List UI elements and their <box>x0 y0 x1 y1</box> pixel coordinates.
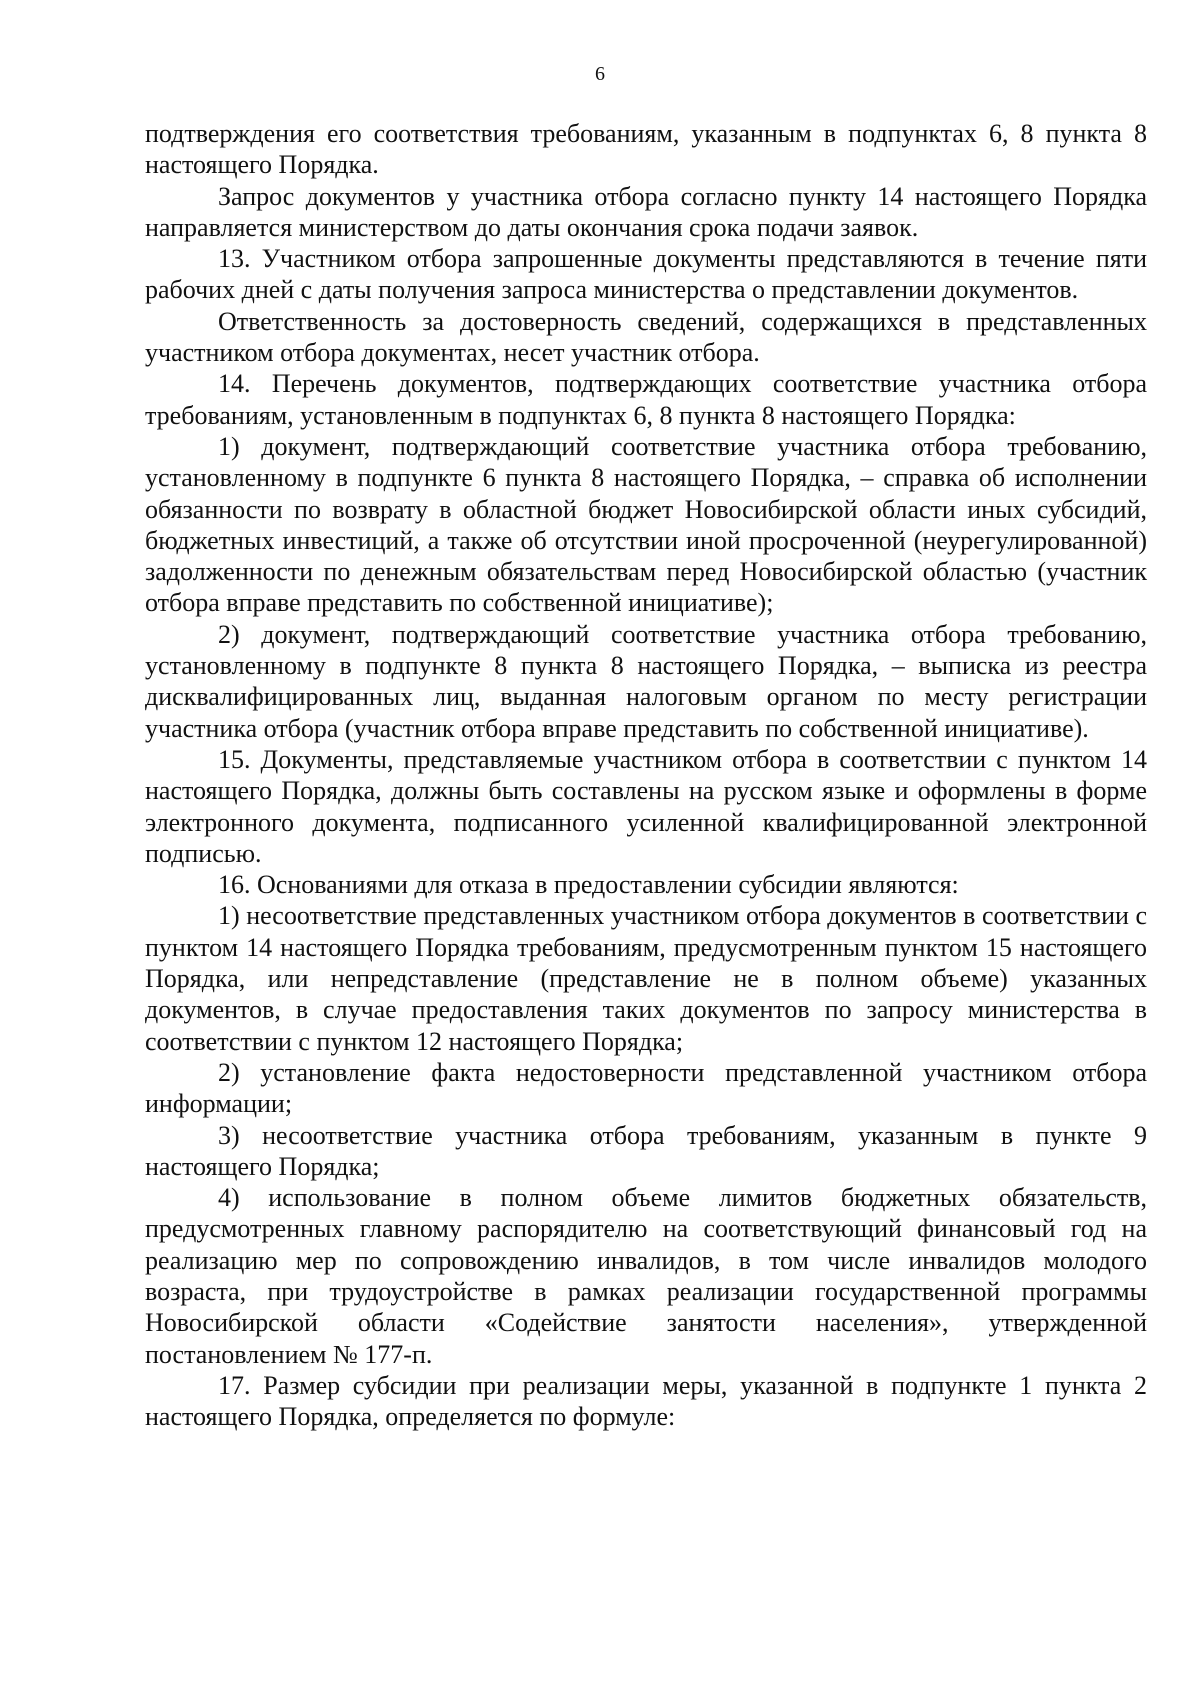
document-body <box>145 118 1147 1432</box>
paragraph: 14. Перечень документов, подтверждающих соответствие участника отбора требованиям, установленным в подпунктах 6, 8 пункта 8 настоящего Порядка: <box>145 369 1147 430</box>
list-item: 4) использование в полном объеме лимитов бюджетных обязательств, предусмотренных главному распорядителю на соответствующий финансовый год на реализацию мер по сопровождению инвалидов, в том числе инвалидов молодого возраста, при трудоустройстве в рамках реализации государственной программы Новосибирской области «Содействие занятости населения», утвержденной постановлением № 177-п. <box>145 1183 1147 1369</box>
paragraph: 13. Участником отбора запрошенные документы представляются в течение пяти рабочих дней с даты получения запроса министерства о представлении документов. <box>145 244 1147 305</box>
list-item: 2) документ, подтверждающий соответствие участника отбора требованию, установленному в подпункте 8 пункта 8 настоящего Порядка, – выписка из реестра дисквалифицированных лиц, выданная налоговым органом по месту регистрации участника отбора (участник отбора вправе представить по собственной инициативе). <box>145 619 1147 743</box>
list-item: 2) установление факта недостоверности представленной участником отбора информации; <box>145 1057 1147 1119</box>
list-item: 1) документ, подтверждающий соответствие участника отбора требованию, установленному в подпункте 6 пункта 8 настоящего Порядка, – справка об исполнении обязанности по возврату в областной бюджет Новосибирской области иных субсидий, бюджетных инвестиций, а также об отсутствии иной просроченной (неурегулированной) задолженности по денежным обязательствам перед Новосибирской областью (участник отбора вправе представить по собственной инициативе); <box>145 431 1147 618</box>
list-item: 3) несоответствие участника отбора требованиям, указанным в пункте 9 настоящего Порядка; <box>145 1120 1147 1181</box>
list-item: 1) несоответствие представленных участником отбора документов в соответствии с пунктом 14 настоящего Порядка требованиям, предусмотренным пунктом 15 настоящего Порядка, или непредставление (представление не в полном объеме) указанных документов, в случае предоставления таких документов по запросу министерства в соответствии с пунктом 12 настоящего Порядка; <box>145 901 1147 1056</box>
paragraph: 15. Документы, представляемые участником отбора в соответствии с пунктом 14 настоящего Порядка, должны быть составлены на русском языке и оформлены в форме электронного документа, подписанного усиленной квалифицированной электронной подписью. <box>145 744 1147 868</box>
paragraph: Ответственность за достоверность сведений, содержащихся в представленных участником отбора документах, несет участник отбора. <box>145 306 1147 368</box>
paragraph: подтверждения его соответствия требованиям, указанным в подпунктах 6, 8 пункта 8 настоящего Порядка. <box>145 119 1147 180</box>
paragraph: 17. Размер субсидии при реализации меры, указанной в подпункте 1 пункта 2 настоящего Порядка, определяется по формуле: <box>145 1370 1147 1432</box>
page-number: 6 <box>595 63 605 85</box>
paragraph: 16. Основаниями для отказа в предоставлении субсидии являются: <box>218 870 959 900</box>
paragraph: Запрос документов у участника отбора согласно пункту 14 настоящего Порядка направляется министерством до даты окончания срока подачи заявок. <box>145 181 1147 242</box>
